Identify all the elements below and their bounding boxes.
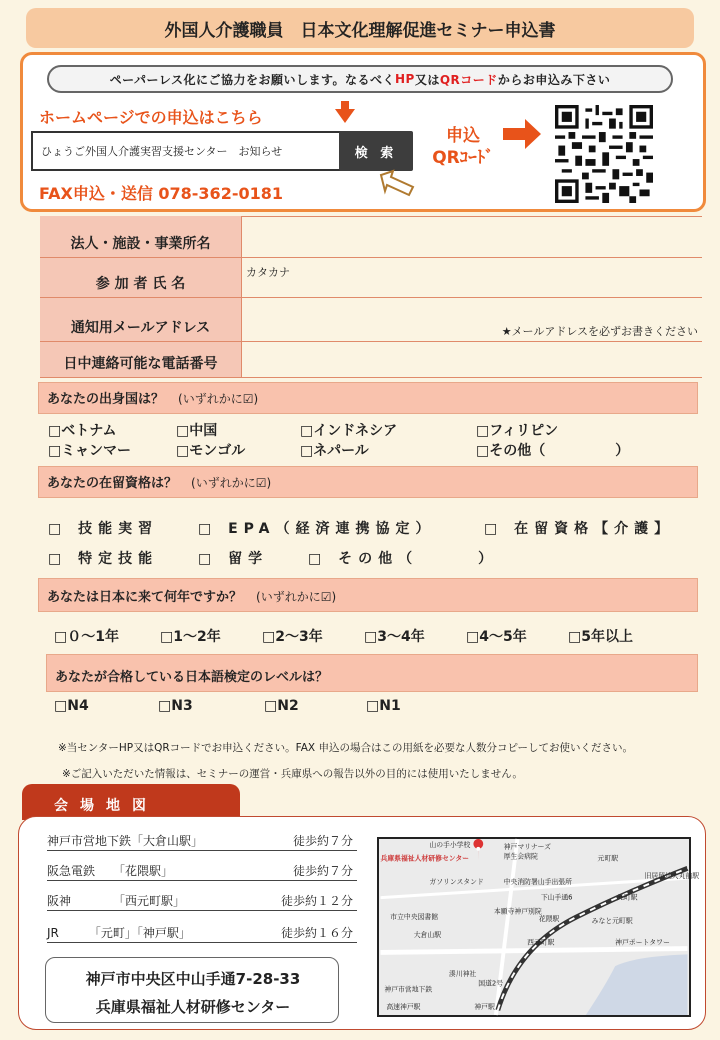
map-label-mariners: 神戸マリナーズ — [503, 842, 552, 851]
search-button[interactable]: 検 索 — [339, 131, 413, 171]
arrow-down-icon — [341, 101, 349, 109]
qr-apply-label: 申込 QRｺｰﾄﾞ — [432, 126, 494, 168]
map-label-fire: 中央消防署山手出張所 — [503, 877, 572, 886]
route-hankyu: 阪急電鉄 「花隈駅」 徒歩約７分 — [47, 861, 357, 881]
map-label-minatogawa: 湊川神社 — [448, 969, 477, 978]
option-philippines[interactable]: □フィリピン — [476, 423, 559, 439]
venue-name: 兵庫県福祉人材研修センター — [95, 998, 291, 1016]
option-technical-intern[interactable]: □ 技能実習 — [48, 521, 159, 537]
option-years-1-2[interactable]: □1～2年 — [160, 629, 221, 645]
map-label-library: 市立中央図書館 — [390, 913, 439, 922]
option-care-visa[interactable]: □ 在留資格【介護】 — [484, 521, 675, 537]
option-years-0-1[interactable]: □０～1年 — [54, 629, 119, 645]
venue-address: 神戸市中央区中山手通7-28-33 — [85, 970, 301, 988]
map-label-kobe-subway: 神戸市営地下鉄 — [384, 985, 433, 994]
jlpt-question: あなたが合格している日本語検定のレベルは？ — [46, 654, 698, 692]
map-label-shimoyamate: 下山手通6 — [540, 893, 573, 902]
map-label-hanakuma: 花隈駅 — [538, 915, 560, 924]
map-label-honsha: 本願寺神戸別院 — [493, 907, 542, 916]
route-jr: JR 「元町」「神戸駅」 徒歩約１６分 — [47, 923, 357, 943]
name-hint: カタカナ — [246, 266, 290, 279]
map-label-school: 山の手小学校 — [429, 840, 471, 849]
option-n3[interactable]: □N3 — [158, 698, 193, 714]
venue-map — [377, 837, 700, 1017]
venue-map-box — [18, 816, 706, 1030]
option-nepal[interactable]: □ネパール — [300, 443, 369, 459]
map-label-nishimotomachi: 西元町駅 — [527, 938, 555, 947]
map-label-hanshin-motomachi: 元町駅 — [617, 893, 638, 902]
name-label: 参 加 者 氏 名 — [40, 258, 242, 297]
country-question: あなたの出身国は？ (いずれかに☑) — [38, 382, 698, 414]
pointing-arrow-icon — [379, 169, 415, 199]
note-apply: ※当センターHP又はQRコードでお申込ください。FAX 申込の場合はこの用紙を必要な人数分コピーしてお使いください。 — [58, 742, 634, 754]
map-label-daimaru: 旧居留地大丸前駅 — [644, 872, 700, 881]
option-n2[interactable]: □N2 — [264, 698, 299, 714]
option-years-3-4[interactable]: □3～4年 — [364, 629, 425, 645]
option-specified-skill[interactable]: □ 特定技能 — [48, 551, 159, 567]
route-hanshin: 阪神 「西元町駅」 徒歩約１２分 — [47, 891, 357, 911]
option-other-country[interactable]: □その他（ ） — [476, 443, 630, 459]
years-question: あなたは日本に来て何年ですか？ (いずれかに☑) — [38, 578, 698, 612]
option-epa[interactable]: □ EPA（経済連携協定） — [198, 521, 436, 537]
option-years-4-5[interactable]: □4～5年 — [466, 629, 527, 645]
option-indonesia[interactable]: □インドネシア — [300, 423, 398, 439]
online-application-box — [20, 52, 706, 212]
note-privacy: ※ご記入いただいた情報は、セミナーの運営・兵庫県への報告以外の目的には使用いたしません。 — [62, 768, 523, 780]
option-myanmar[interactable]: □ミャンマー — [48, 443, 131, 459]
option-other-status[interactable]: □ その他（ ） — [308, 551, 499, 567]
route-subway: 神戸市営地下鉄「大倉山駅」 徒歩約７分 — [47, 831, 357, 851]
map-label-hospital: 厚生会病院 — [503, 852, 538, 861]
email-note: ★メールアドレスを必ずお書きください — [501, 325, 698, 338]
arrow-right-icon — [503, 117, 543, 151]
option-student[interactable]: □ 留学 — [198, 551, 269, 567]
phone-label: 日中連絡可能な電話番号 — [40, 342, 242, 377]
address-box — [45, 957, 339, 1023]
paperless-notice: ペーパーレス化にご協力をお願いします。なるべく HP 又は QRコード からお申込み下さい — [47, 65, 673, 93]
phone-row[interactable] — [40, 342, 702, 378]
map-label-motomachi: 元町駅 — [597, 854, 619, 863]
search-input[interactable]: ひょうご外国人介護実習支援センター お知らせ — [31, 131, 343, 171]
option-n1[interactable]: □N1 — [366, 698, 401, 714]
option-mongolia[interactable]: □モンゴル — [176, 443, 246, 459]
map-label-kobe: 神戸駅 — [474, 1003, 495, 1012]
map-label-okurayama: 大倉山駅 — [413, 930, 442, 939]
option-years-2-3[interactable]: □2～3年 — [262, 629, 323, 645]
option-n4[interactable]: □N4 — [54, 698, 89, 714]
option-vietnam[interactable]: □ベトナム — [48, 423, 117, 439]
email-label: 通知用メールアドレス — [40, 298, 242, 341]
option-years-5-plus[interactable]: □5年以上 — [568, 629, 633, 645]
email-row[interactable] — [40, 298, 702, 342]
option-china[interactable]: □中国 — [176, 423, 218, 439]
venue-map-header: 会場地図 — [22, 784, 240, 820]
facility-row[interactable] — [40, 216, 702, 258]
facility-label: 法人・施設・事業所名 — [40, 216, 242, 257]
map-label-port: 神戸ポートタワー — [615, 938, 670, 947]
status-question: あなたの在留資格は？ (いずれかに☑) — [38, 466, 698, 498]
map-label-route2: 国道2号 — [478, 979, 504, 988]
qr-code-icon[interactable] — [555, 105, 653, 203]
map-label-kosoku: 高速神戸駅 — [386, 1003, 421, 1012]
page-title: 外国人介護職員 日本文化理解促進セミナー申込書 — [26, 8, 694, 48]
map-label-venue: 兵庫県福祉人材研修センター — [380, 854, 469, 863]
map-label-minato: みなと元町駅 — [591, 917, 633, 926]
homepage-apply-label: ホームページでの申込はこちら — [39, 108, 263, 127]
fax-apply-label: FAX申込・送信 078-362-0181 — [39, 184, 283, 203]
name-row[interactable] — [40, 258, 702, 298]
arrow-down-head-icon — [335, 109, 355, 123]
map-label-gas: ガソリンスタンド — [429, 877, 484, 886]
